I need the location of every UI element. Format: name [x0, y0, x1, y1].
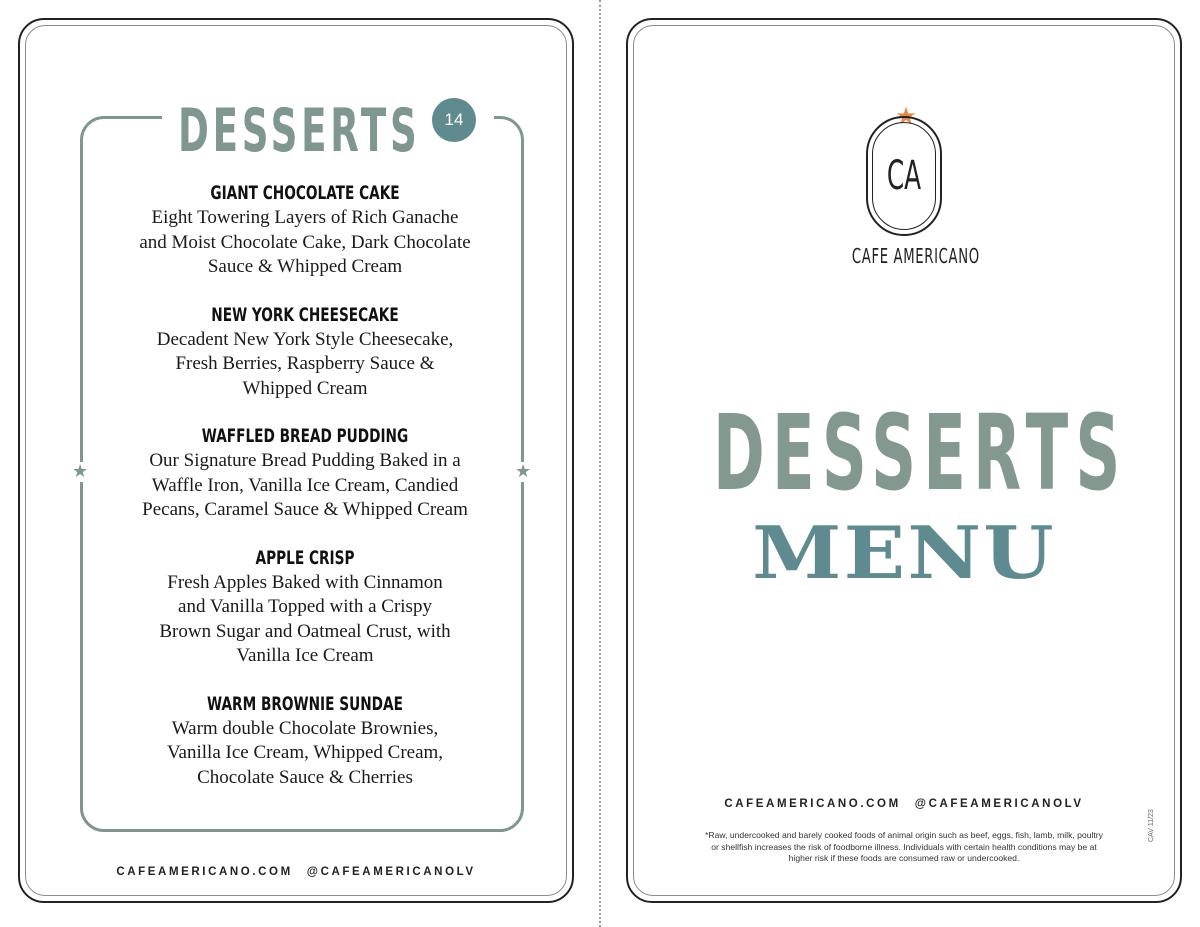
item-name: APPLE CRISP	[255, 546, 355, 569]
menu-item	[108, 302, 502, 402]
footer-links	[20, 866, 572, 878]
description-line: and Moist Chocolate Cake, Dark Chocolate	[139, 231, 471, 253]
description-line: Fresh Apples Baked with Cinnamon	[167, 571, 443, 593]
health-disclaimer	[694, 830, 1114, 865]
disclaimer-line: *Raw, undercooked and barely cooked foods of animal origin such as beef, eggs, fish, lamb, milk, poultry	[705, 830, 1103, 840]
social-handle[interactable]: @CAFEAMERICANOLV	[306, 866, 476, 878]
cover-title: DESSERTS	[713, 392, 1128, 514]
description-line: Warm double Chocolate Brownies,	[171, 717, 439, 739]
footer-links	[628, 798, 1180, 810]
website-link[interactable]: CAFEAMERICANO.COM	[116, 866, 293, 878]
star-left-icon: ★	[72, 461, 89, 482]
cover-subtitle: MENU	[752, 510, 1056, 595]
social-handle[interactable]: @CAFEAMERICANOLV	[914, 798, 1084, 810]
item-description	[108, 571, 502, 669]
item-name: GIANT CHOCOLATE CAKE	[210, 182, 400, 204]
description-line: Eight Towering Layers of Rich Ganache	[151, 207, 459, 228]
price-badge: 14	[432, 98, 476, 142]
menu-item	[108, 180, 502, 280]
description-line: Waffle Iron, Vanilla Ice Cream, Candied	[151, 474, 459, 496]
menu-item	[108, 545, 502, 669]
star-right-icon: ★	[515, 461, 532, 482]
item-name: NEW YORK CHEESECAKE	[211, 303, 399, 326]
item-description	[108, 206, 502, 280]
description-line: Brown Sugar and Oatmeal Crust, with	[159, 620, 451, 642]
dessert-list-page	[18, 18, 574, 903]
logo-name: CAFE AMERICANO	[851, 244, 980, 268]
version-code: CAV 11/23	[1148, 809, 1155, 842]
description-line: Chocolate Sauce & Cherries	[197, 766, 413, 788]
cafe-logo	[844, 102, 980, 274]
menu-item	[108, 691, 502, 791]
item-description	[108, 717, 502, 791]
menu-item	[108, 423, 502, 523]
disclaimer-line: or shellfish increases the risk of foodborne illness. Individuals with certain health conditions may be at	[711, 841, 1097, 852]
description-line: Our Signature Bread Pudding Baked in a	[149, 450, 461, 471]
item-name: WAFFLED BREAD PUDDING	[201, 425, 409, 447]
fold-line	[599, 0, 601, 927]
dessert-items	[108, 180, 502, 812]
logo-oval	[866, 116, 942, 236]
description-line: Sauce & Whipped Cream	[207, 256, 403, 277]
cover-page	[626, 18, 1182, 903]
description-line: Fresh Berries, Raspberry Sauce &	[175, 353, 435, 374]
item-description	[108, 328, 502, 402]
description-line: Whipped Cream	[242, 377, 368, 399]
description-line: Pecans, Caramel Sauce & Whipped Cream	[142, 499, 468, 520]
disclaimer-line: higher risk if these foods are consumed raw or undercooked.	[788, 853, 1020, 863]
description-line: Decadent New York Style Cheesecake,	[156, 328, 454, 350]
item-name: WARM BROWNIE SUNDAE	[207, 692, 403, 715]
star-icon: ★	[895, 102, 917, 130]
logo-monogram: CA	[886, 153, 922, 199]
page-title: DESSERTS	[178, 96, 421, 166]
description-line: Vanilla Ice Cream, Whipped Cream,	[166, 742, 444, 763]
description-line: Vanilla Ice Cream	[236, 645, 374, 666]
item-description	[108, 449, 502, 523]
website-link[interactable]: CAFEAMERICANO.COM	[724, 798, 901, 810]
description-line: and Vanilla Topped with a Crispy	[178, 596, 432, 617]
